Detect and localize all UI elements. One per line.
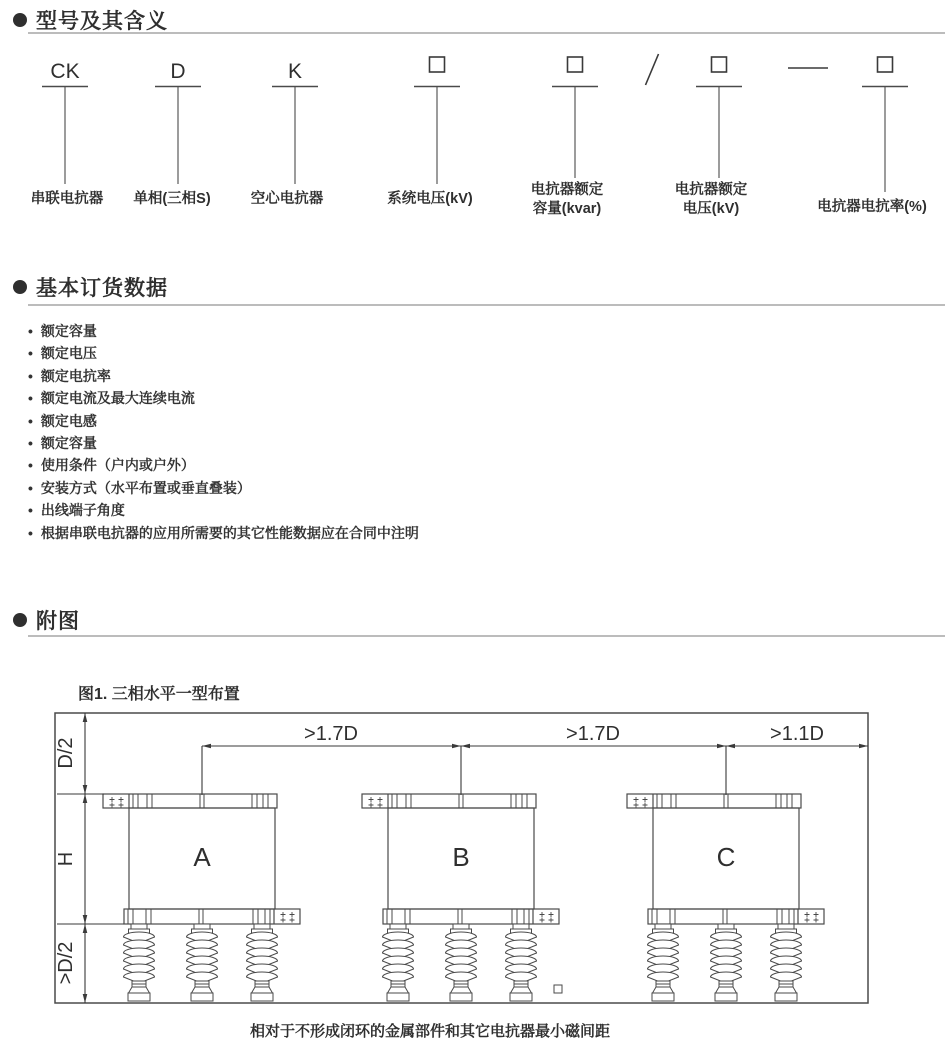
model-designation-diagram [0, 40, 950, 225]
model-code-d: D [170, 60, 186, 83]
list-item: • 根据串联电抗器的应用所需要的其它性能数据应在合同中注明 [28, 522, 908, 544]
meaning-air-core: 空心电抗器 [250, 191, 324, 207]
ordering-data-list [28, 320, 908, 544]
list-item: • 额定电抗率 [28, 365, 908, 387]
meaning-system-voltage: 系统电压(kV) [387, 191, 473, 207]
figure-title: 图1. 三相水平一型布置 [78, 686, 240, 703]
model-blank-box-4 [878, 57, 893, 72]
floor-marker-square [554, 985, 562, 993]
figure-caption: 相对于不形成闭环的金属部件和其它电抗器最小磁间距 [249, 1023, 610, 1040]
dimension-label-h: H [55, 851, 77, 867]
list-item: • 额定容量 [28, 320, 908, 342]
list-item: • 安装方式（水平布置或垂直叠装） [28, 477, 908, 499]
section-divider [28, 304, 945, 306]
reactor-label-b: B [452, 842, 470, 872]
meaning-rated-voltage-line1: 电抗器额定 [674, 182, 748, 198]
meaning-rated-capacity-line2: 容量(kvar) [532, 201, 602, 217]
model-connector-lines [42, 87, 908, 193]
list-item: • 额定电感 [28, 410, 908, 432]
list-item: • 额定容量 [28, 432, 908, 454]
model-blank-box-1 [430, 57, 445, 72]
model-slash-mark [646, 54, 659, 85]
meaning-rated-voltage-line2: 电压(kV) [682, 201, 740, 217]
ordering-section-heading [13, 272, 168, 302]
section-divider [28, 32, 945, 34]
dimension-label-d-half: D/2 [55, 737, 77, 769]
list-item: • 使用条件（户内或户外） [28, 454, 908, 476]
model-blank-box-3 [712, 57, 727, 72]
dimension-label-gap-bc: >1.7D [566, 723, 620, 745]
reactor-label-a: A [193, 842, 211, 872]
list-item: • 额定电流及最大连续电流 [28, 387, 908, 409]
model-blank-box-2 [568, 57, 583, 72]
dimension-label-gt-d-half: >D/2 [55, 941, 77, 985]
meaning-rated-capacity-line1: 电抗器额定 [530, 182, 604, 198]
meaning-phase: 单相(三相S) [133, 191, 211, 207]
model-section-title: 型号及其含义 [36, 10, 168, 33]
figure-section-title: 附图 [36, 610, 80, 633]
figure-section-heading [13, 605, 80, 635]
model-section-heading [13, 5, 168, 35]
list-item: • 出线端子角度 [28, 499, 908, 521]
model-code-k: K [287, 60, 303, 83]
figure-drawing [0, 705, 950, 1010]
meaning-reactance-rate: 电抗器电抗率(%) [817, 199, 927, 215]
section-marker-icon [13, 613, 27, 627]
ordering-section-title: 基本订货数据 [36, 277, 168, 300]
model-code-ck: CK [50, 60, 80, 83]
dimension-label-gap-c-wall: >1.1D [770, 723, 824, 745]
reactor-c-drawing [627, 794, 824, 1001]
meaning-series-reactor: 串联电抗器 [30, 191, 104, 207]
section-marker-icon [13, 13, 27, 27]
reactor-label-c: C [716, 842, 736, 872]
dimension-label-gap-ab: >1.7D [304, 723, 358, 745]
section-marker-icon [13, 280, 27, 294]
list-item: • 额定电压 [28, 342, 908, 364]
reactor-b-drawing [362, 794, 559, 1001]
reactor-a-drawing [103, 794, 300, 1001]
section-divider [28, 635, 945, 637]
